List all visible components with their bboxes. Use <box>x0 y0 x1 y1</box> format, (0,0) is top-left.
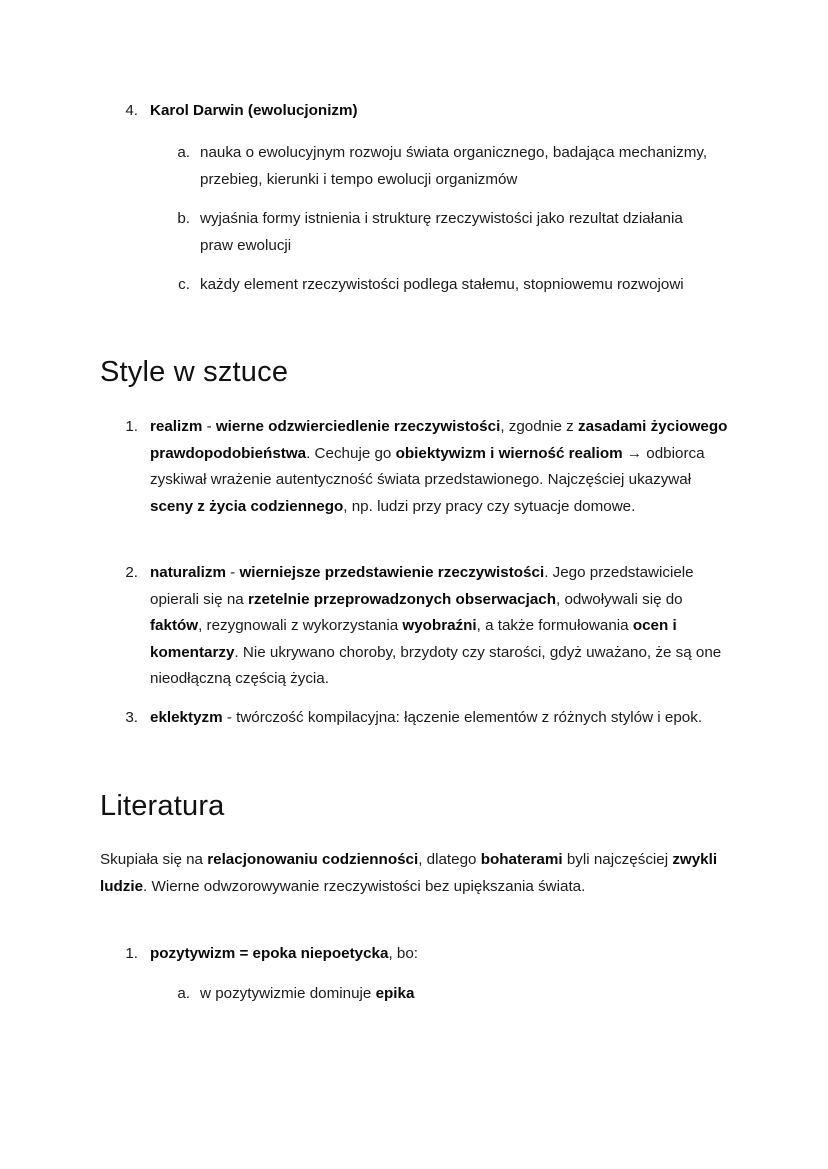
heading-style-w-sztuce: Style w sztuce <box>100 356 289 388</box>
list-number: 4. <box>125 102 138 119</box>
heading-literatura: Literatura <box>100 790 225 822</box>
darwin-title: Karol Darwin (ewolucjonizm) <box>150 102 358 119</box>
document-page: 4. Karol Darwin (ewolucjonizm) a. nauka o ewolucyjnym rozwoju świata organicznego, badająca mechanizmy, przebieg, kierunki i tempo ewolucji organizmów b. wyjaśnia formy istnienia i strukturę rzeczywistości jako rezultat działania praw ewolucji c. każdy element rzeczywistości podlega stałemu, stopniowemu rozwojowi Style w sztuce 1. realizm - wierne odzwierciedlenie rzeczywistości, zgodnie z zasadami życiowego prawdopodobieństwa. Cechuje go obiektywizm i wierność realiom → odbiorca zyskiwał wrażenie autentyczność świata przedstawionego. Najczęściej ukazywał sceny z życia codziennego, np. ludzi przy pracy czy sytuacje domowe. 2. naturalizm - wierniejsze przedstawienie rzeczywistości. Jego przedstawiciele opierali się na rzetelnie przeprowadzonych obserwacjach, odwoływali się do faktów, rezygnowali z wykorzystania wyobraźni, a także formułowania ocen i komentarzy. Nie ukrywano choroby, brzydoty czy starości, gdyż uważano, że są one nieodłączną częścią życia. 3. eklektyzm - twórczość kompilacyjna: łączenie elementów z różnych stylów i epok. Literatura Skupiała się na relacjonowaniu codzienności, dlatego bohaterami byli najczęściej zwykli ludzie. Wierne odwzorowywanie rzeczywistości bez upiększania świata. 1. pozytywizm = epoka niepoetycka, bo: a. w pozytywizmie dominuje epika <box>0 0 828 1169</box>
literatura-paragraph: Skupiała się na relacjonowaniu codzienności, dlatego bohaterami byli najczęściej zwykli ludzie. Wierne odwzorowywanie rzeczywistości bez upiększania świata. <box>100 851 718 895</box>
